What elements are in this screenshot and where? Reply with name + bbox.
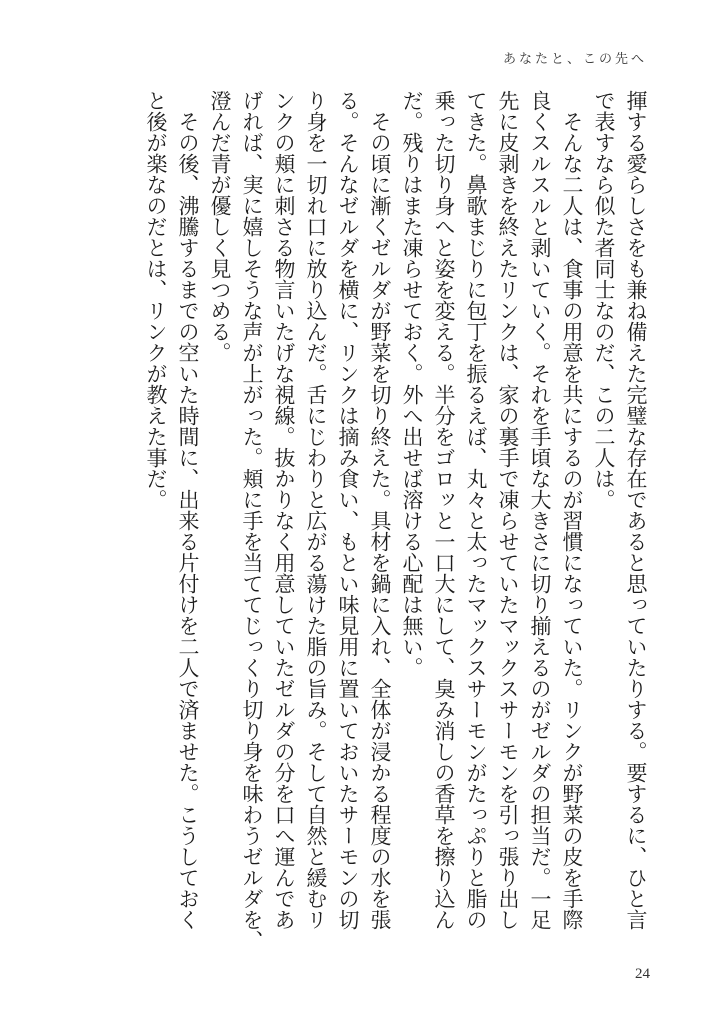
text-line: る。そんなゼルダを横に、リンクは摘み食い、もとい味見用に置いておいたサーモンの切 bbox=[336, 90, 360, 930]
vertical-body-text bbox=[140, 90, 652, 960]
text-line: その後、沸騰するまでの空いた時間に、出来る片付けを二人で済ませた。こうしておく bbox=[176, 90, 200, 930]
text-line: だ。残りはまた凍らせておく。外へ出せば溶ける心配は無い。 bbox=[400, 90, 424, 678]
text-line: 先に皮剥きを終えたリンクは、家の裏手で凍らせていたマックスサーモンを引っ張り出し bbox=[496, 90, 520, 930]
page-number: 24 bbox=[635, 966, 650, 982]
text-line: その頃に漸くゼルダが野菜を切り終えた。具材を鍋に入れ、全体が浸かる程度の水を張 bbox=[368, 90, 392, 930]
text-line: てきた。鼻歌まじりに包丁を振るえば、丸々と太ったマックスサーモンがたっぷりと脂の bbox=[464, 90, 488, 930]
text-line: と後が楽なのだとは、リンクが教えた事だ。 bbox=[144, 90, 168, 510]
text-line: り身を一切れ口に放り込んだ。舌にじわりと広がる蕩けた脂の旨み。そして自然と緩むリ bbox=[304, 90, 328, 930]
text-line: 揮する愛らしさをも兼ね備えた完璧な存在であると思っていたりする。要するに、ひと言 bbox=[624, 90, 648, 930]
running-header: あなたと、この先へ bbox=[503, 52, 648, 67]
text-line: 澄んだ青が優しく見つめる。 bbox=[208, 90, 232, 363]
text-line: 良くスルスルと剥いていく。それを手頃な大きさに切り揃えるのがゼルダの担当だ。一足 bbox=[528, 90, 552, 930]
text-line: げれば、実に嬉しそうな声が上がった。頬に手を当ててじっくり切り身を味わうゼルダを、 bbox=[240, 90, 264, 951]
text-line: で表すなら似た者同士なのだ、この二人は。 bbox=[592, 90, 616, 510]
text-line: そんな二人は、食事の用意を共にするのが習慣になっていた。リンクが野菜の皮を手際 bbox=[560, 90, 584, 930]
text-line: ンクの頬に刺さる物言いたげな視線。抜かりなく用意していたゼルダの分を口へ運んであ bbox=[272, 90, 296, 930]
text-line: 乗った切り身へと姿を変える。半分をゴロッと一口大にして、臭み消しの香草を擦り込ん bbox=[432, 90, 456, 930]
